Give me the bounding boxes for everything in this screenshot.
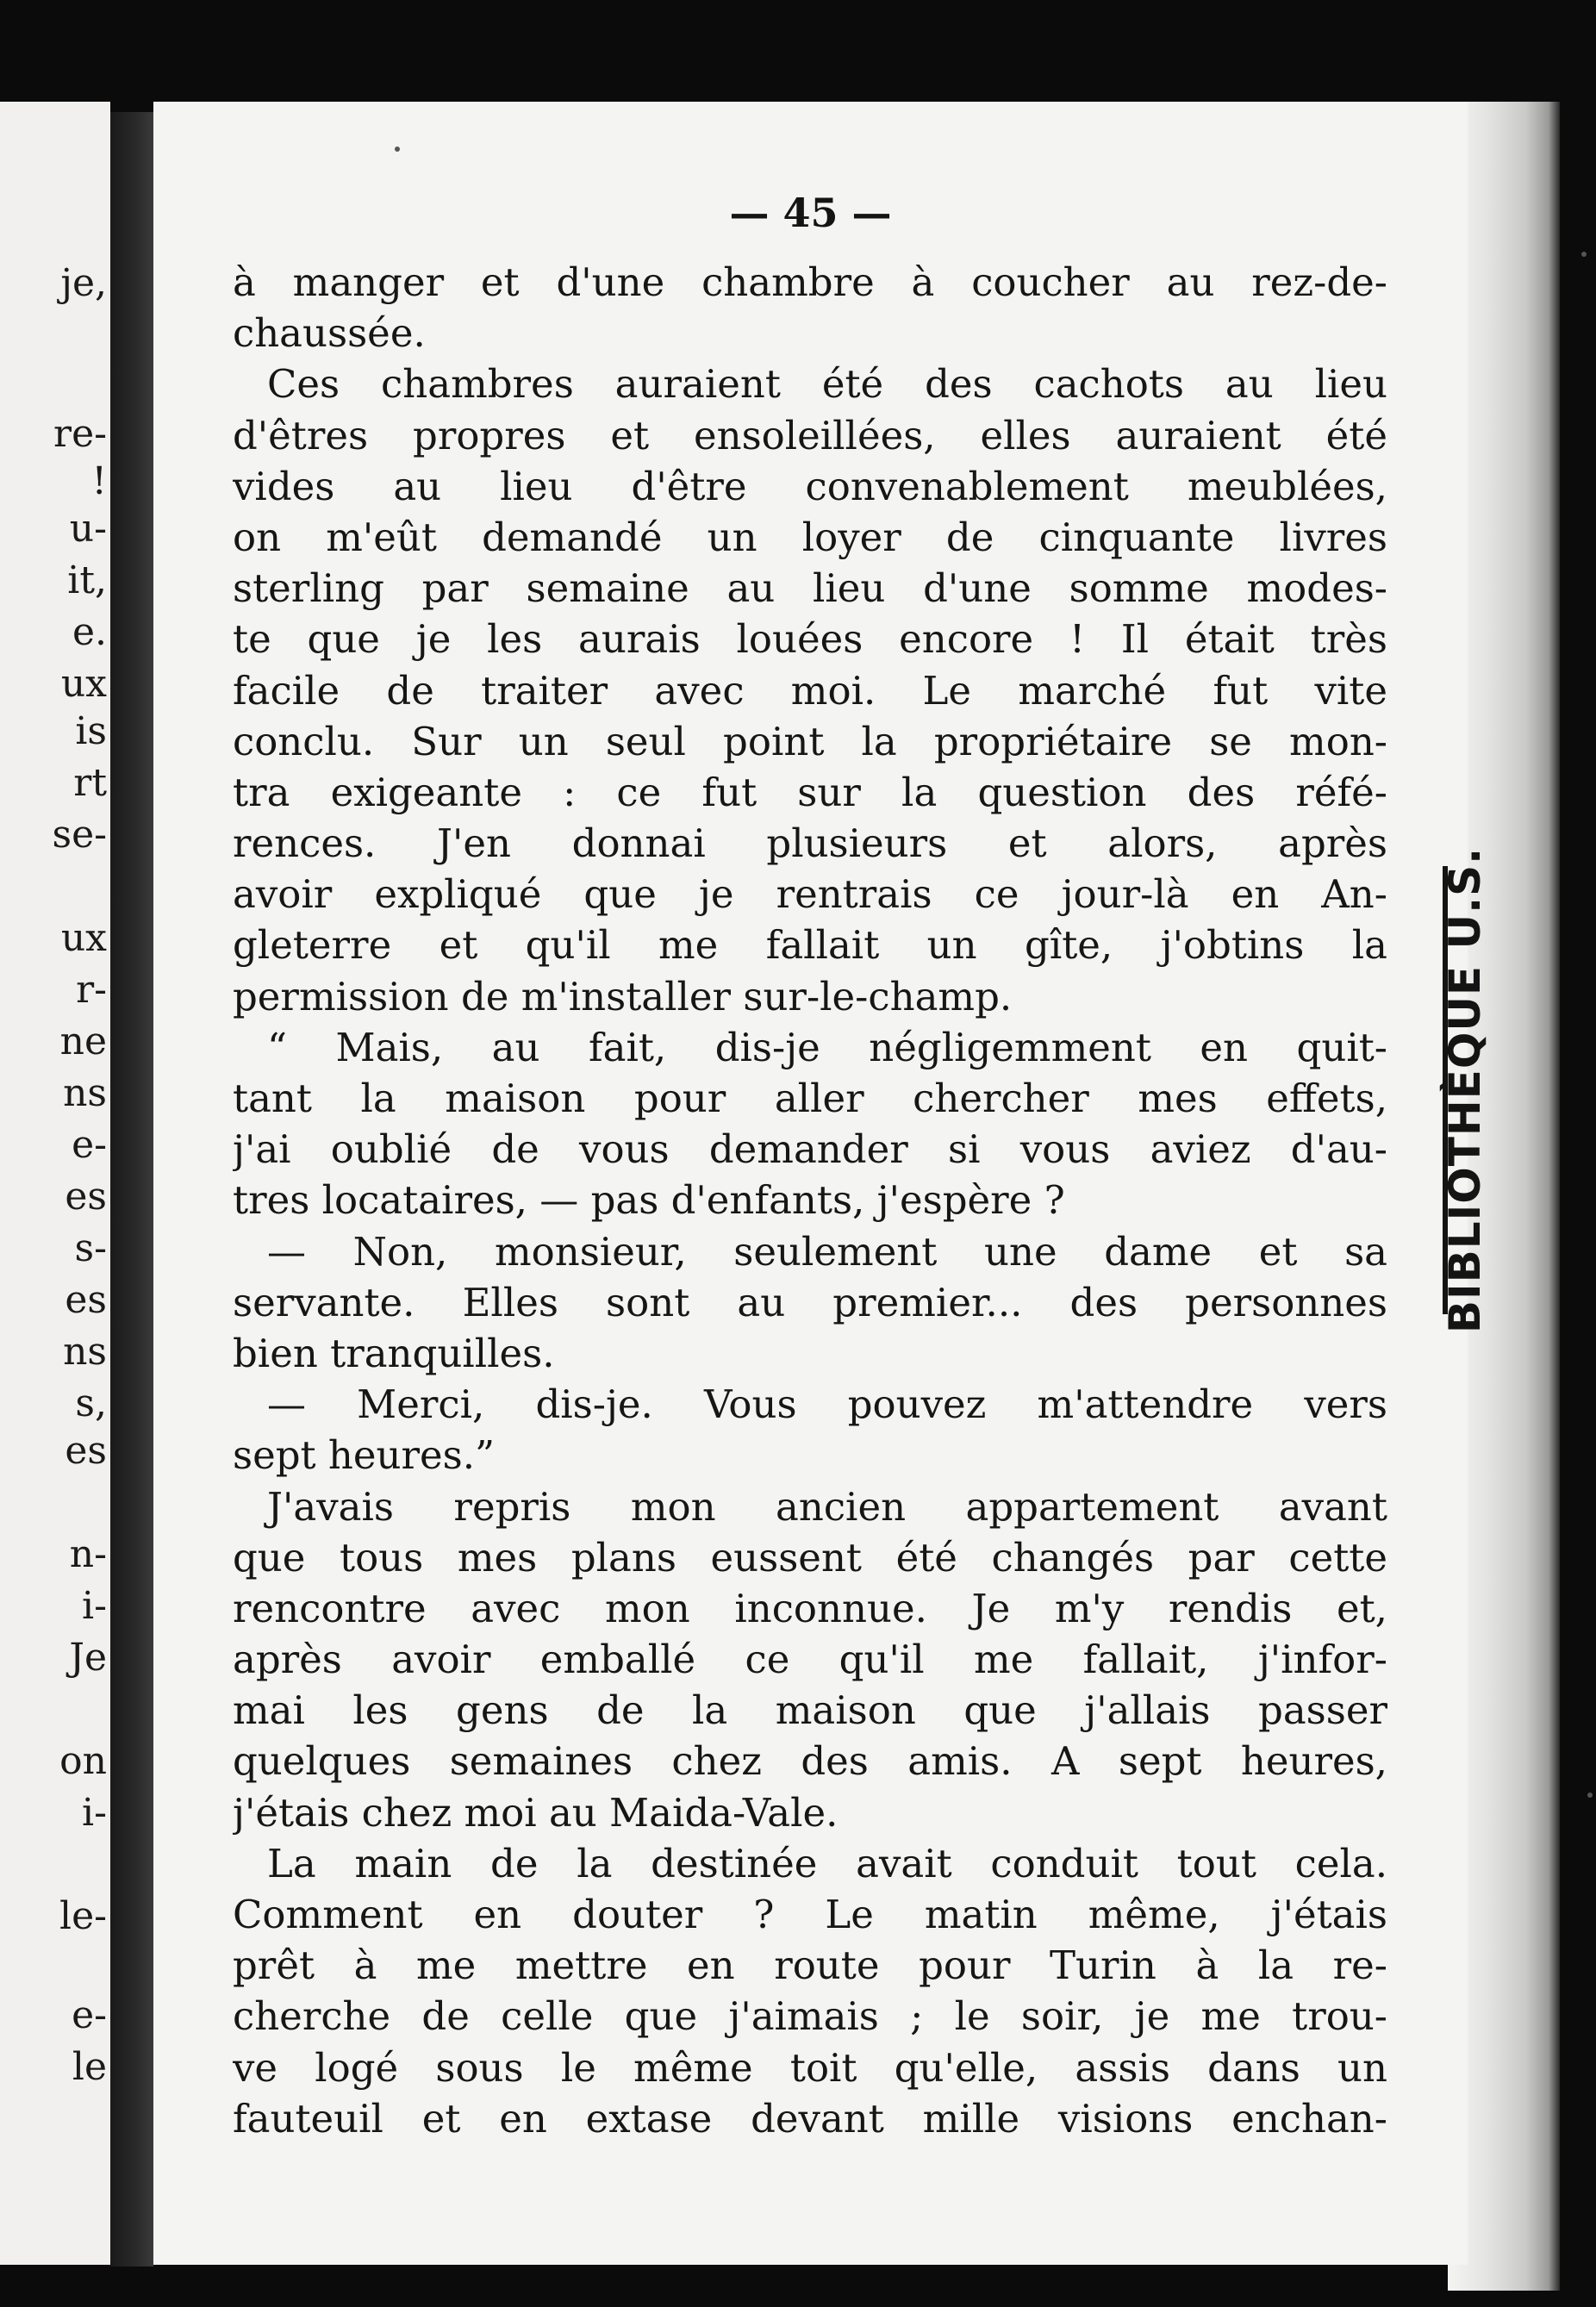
- text-line: d'êtres propres et ensoleillées, elles auraient été: [233, 412, 1387, 458]
- book-gutter: [110, 112, 153, 2266]
- text-line: bien tranquilles.: [233, 1330, 555, 1376]
- left-fragment: s,: [75, 1381, 107, 1425]
- left-fragment: le-: [59, 1894, 107, 1938]
- text-line: “ Mais, au fait, dis-je négligemment en quit-: [267, 1024, 1387, 1070]
- left-fragment: rt: [73, 761, 107, 805]
- left-fragment: Je: [69, 1636, 107, 1680]
- text-line: tant la maison pour aller chercher mes effets,: [233, 1076, 1387, 1121]
- text-line: Ces chambres auraient été des cachots au lieu: [267, 361, 1387, 408]
- left-fragment: i-: [82, 1791, 107, 1835]
- text-line: vides au lieu d'être convenablement meublées,: [233, 463, 1387, 509]
- library-stamp: [1439, 832, 1491, 1349]
- left-fragment: re-: [53, 412, 107, 456]
- text-line: gleterre et qu'il me fallait un gîte, j'obtins la: [233, 922, 1387, 969]
- book-page: [153, 102, 1468, 2265]
- text-line: j'ai oublié de vous demander si vous aviez d'au-: [233, 1126, 1387, 1173]
- text-line: servante. Elles sont au premier... des personnes: [233, 1279, 1387, 1325]
- left-fragment: ne: [59, 1019, 107, 1063]
- text-line: j'étais chez moi au Maida-Vale.: [233, 1789, 839, 1836]
- left-fragment: u-: [69, 507, 107, 551]
- text-line: cherche de celle que j'aimais ; le soir, je me trou-: [233, 1993, 1387, 2040]
- library-stamp-text: BIBLIOTHÈQUE U.S.: [1440, 846, 1490, 1334]
- left-facing-page: [0, 102, 110, 2265]
- left-fragment: e.: [72, 610, 107, 654]
- left-fragment: e-: [72, 1123, 107, 1167]
- text-line: conclu. Sur un seul point la propriétaire se mon-: [233, 718, 1387, 764]
- speck-mark: [1581, 252, 1587, 257]
- text-line: te que je les aurais louées encore ! Il était très: [233, 616, 1387, 663]
- text-line: La main de la destinée avait conduit tout cela.: [267, 1840, 1387, 1886]
- text-line: que tous mes plans eussent été changés par cette: [233, 1534, 1387, 1581]
- text-line: Comment en douter ? Le matin même, j'étais: [233, 1892, 1387, 1937]
- left-fragment: se-: [52, 813, 107, 857]
- text-line: sept heures.”: [233, 1432, 496, 1479]
- page-number: — 45 —: [729, 190, 892, 236]
- text-line: chaussée.: [233, 310, 426, 357]
- left-fragment: i-: [82, 1584, 107, 1628]
- left-fragment: je,: [60, 261, 107, 305]
- left-fragment: le: [72, 2045, 107, 2089]
- text-line: fauteuil et en extase devant mille visions enchan-: [233, 2095, 1387, 2142]
- left-fragment: is: [75, 709, 107, 753]
- left-fragment: on: [59, 1739, 107, 1783]
- left-fragment: n-: [69, 1532, 107, 1576]
- left-fragment: ns: [63, 1330, 107, 1374]
- text-line: après avoir emballé ce qu'il me fallait, j'infor-: [233, 1637, 1387, 1683]
- text-line: avoir expliqué que je rentrais ce jour-là en An-: [233, 871, 1387, 918]
- text-line: permission de m'installer sur-le-champ.: [233, 973, 1013, 1019]
- text-line: — Non, monsieur, seulement une dame et sa: [267, 1228, 1387, 1275]
- text-line: on m'eût demandé un loyer de cinquante livres: [233, 514, 1387, 560]
- text-line: J'avais repris mon ancien appartement avant: [267, 1483, 1387, 1530]
- left-fragment: e-: [72, 1993, 107, 2037]
- text-line: à manger et d'une chambre à coucher au rez-de-: [233, 259, 1387, 305]
- left-fragment: ux: [60, 916, 107, 960]
- page-text: [233, 257, 1387, 2144]
- text-line: prêt à me mettre en route pour Turin à la re-: [233, 1942, 1387, 1989]
- left-fragment: es: [65, 1175, 107, 1219]
- left-fragment: s-: [74, 1226, 107, 1270]
- left-fragment: !: [91, 459, 107, 503]
- text-line: rencontre avec mon inconnue. Je m'y rendis et,: [233, 1585, 1387, 1631]
- text-line: tra exigeante : ce fut sur la question des réfé-: [233, 769, 1387, 815]
- speck-mark: [1587, 1793, 1593, 1798]
- speck-mark: [395, 147, 400, 152]
- text-line: mai les gens de la maison que j'allais passer: [233, 1687, 1387, 1734]
- text-line: facile de traiter avec moi. Le marché fut vite: [233, 667, 1387, 714]
- left-fragment: ux: [60, 662, 107, 706]
- left-fragment: es: [65, 1278, 107, 1322]
- left-fragment: es: [65, 1429, 107, 1473]
- text-line: rences. J'en donnai plusieurs et alors, après: [233, 820, 1387, 867]
- left-fragment: ns: [63, 1071, 107, 1115]
- left-fragment: it,: [67, 558, 107, 602]
- text-line: tres locataires, — pas d'enfants, j'espère ?: [233, 1177, 1065, 1224]
- text-line: quelques semaines chez des amis. A sept heures,: [233, 1738, 1387, 1785]
- text-line: sterling par semaine au lieu d'une somme modes-: [233, 565, 1387, 612]
- text-line: ve logé sous le même toit qu'elle, assis dans un: [233, 2044, 1387, 2091]
- left-fragment: r-: [76, 968, 107, 1012]
- text-line: — Merci, dis-je. Vous pouvez m'attendre vers: [267, 1381, 1387, 1428]
